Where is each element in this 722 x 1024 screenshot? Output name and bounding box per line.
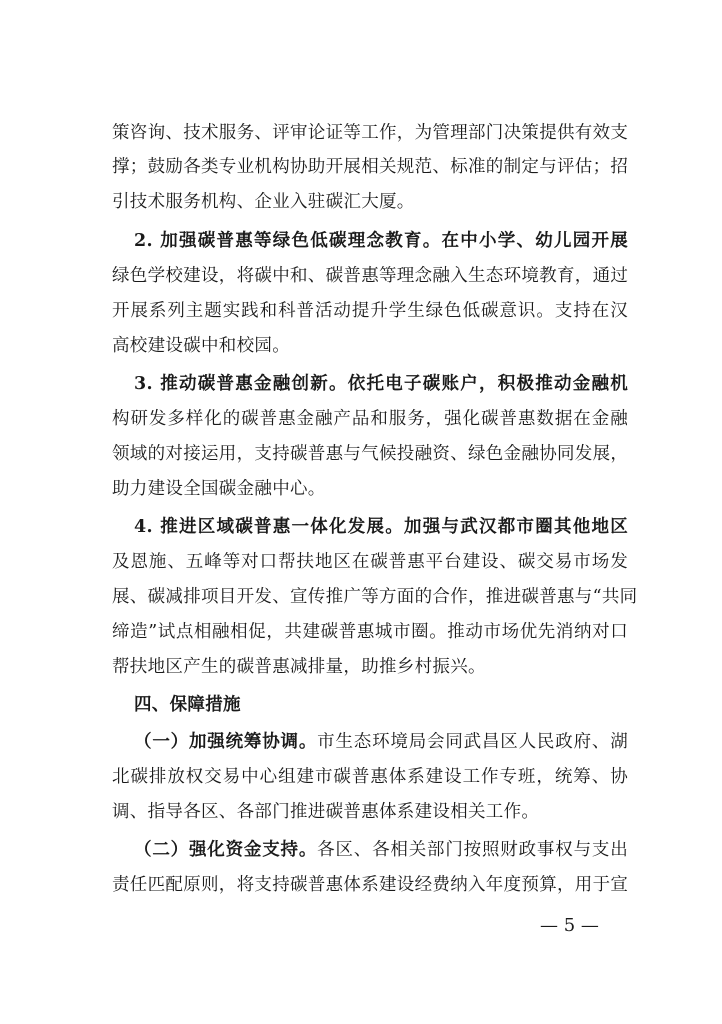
text-run: 调、指导各区、各部门推进碳普惠体系建设相关工作。 bbox=[112, 802, 540, 822]
body-text-line bbox=[112, 261, 628, 291]
text-run: 策咨询、技术服务、评审论证等工作，为管理部门决策提供有效支 bbox=[112, 123, 629, 143]
text-run: 撑；鼓励各类专业机构协助开展相关规范、标准的制定与评估；招 bbox=[112, 157, 629, 177]
body-text-line bbox=[112, 187, 628, 217]
body-text-line bbox=[112, 762, 628, 792]
body-text-line bbox=[112, 582, 638, 612]
page-number: — 5 — bbox=[540, 915, 599, 936]
text-run: 3. 推动碳普惠金融创新。依托电子碳账户，积极推动金融机 bbox=[134, 374, 628, 394]
body-text-line bbox=[112, 617, 628, 647]
text-run: 责任匹配原则，将支持碳普惠体系建设经费纳入年度预算，用于宣 bbox=[112, 875, 629, 895]
paragraph-first-line bbox=[134, 512, 628, 542]
text-run: 四、保障措施 bbox=[134, 695, 241, 715]
text-run: 缔造”试点相融相促，共建碳普惠城市圈。推动市场优先消纳对口 bbox=[112, 622, 628, 642]
body-text-line bbox=[112, 439, 628, 469]
subsection-title: （一）加强统筹协调。 bbox=[134, 732, 318, 752]
body-text-line bbox=[112, 547, 628, 577]
text-run: 构研发多样化的碳普惠金融产品和服务，强化碳普惠数据在金融 bbox=[112, 409, 628, 429]
body-text-line bbox=[112, 296, 628, 326]
body-text-line bbox=[112, 474, 628, 504]
text-run: 领域的对接运用，支持碳普惠与气候投融资、绿色金融协同发展， bbox=[112, 444, 629, 464]
paragraph-first-line bbox=[134, 369, 628, 399]
subsection-title: （二）强化资金支持。 bbox=[134, 840, 318, 860]
body-text-line bbox=[112, 797, 628, 827]
text-run: 绿色学校建设，将碳中和、碳普惠等理念融入生态环境教育，通过 bbox=[112, 266, 629, 286]
paragraph-first-line bbox=[134, 226, 628, 256]
section-heading bbox=[134, 690, 628, 720]
paragraph-first-line bbox=[134, 727, 628, 757]
text-run: 市生态环境局会同武昌区人民政府、湖 bbox=[317, 732, 628, 752]
body-text-line bbox=[112, 870, 628, 900]
text-run: 助力建设全国碳金融中心。 bbox=[112, 479, 326, 499]
text-run: 2. 加强碳普惠等绿色低碳理念教育。在中小学、幼儿园开展 bbox=[134, 231, 628, 251]
body-text-line bbox=[112, 152, 628, 182]
text-run: 4. 推进区域碳普惠一体化发展。加强与武汉都市圈其他地区 bbox=[134, 517, 628, 537]
body-text-line bbox=[112, 652, 628, 682]
text-run: 及恩施、五峰等对口帮扶地区在碳普惠平台建设、碳交易市场发 bbox=[112, 552, 628, 572]
text-run: 引技术服务机构、企业入驻碳汇大厦。 bbox=[112, 192, 415, 212]
body-text-line bbox=[112, 118, 628, 148]
text-run: 各区、各相关部门按照财政事权与支出 bbox=[317, 840, 628, 860]
text-run: 北碳排放权交易中心组建市碳普惠体系建设工作专班，统筹、协 bbox=[112, 767, 628, 787]
text-run: 高校建设碳中和校园。 bbox=[112, 336, 290, 356]
paragraph-first-line bbox=[134, 835, 628, 865]
text-run: 帮扶地区产生的碳普惠减排量，助推乡村振兴。 bbox=[112, 657, 486, 677]
body-text-line bbox=[112, 331, 628, 361]
body-text-line bbox=[112, 404, 628, 434]
text-run: 展、碳减排项目开发、宣传推广等方面的合作，推进碳普惠与“共同 bbox=[112, 587, 638, 607]
text-run: 开展系列主题实践和科普活动提升学生绿色低碳意识。支持在汉 bbox=[112, 301, 628, 321]
